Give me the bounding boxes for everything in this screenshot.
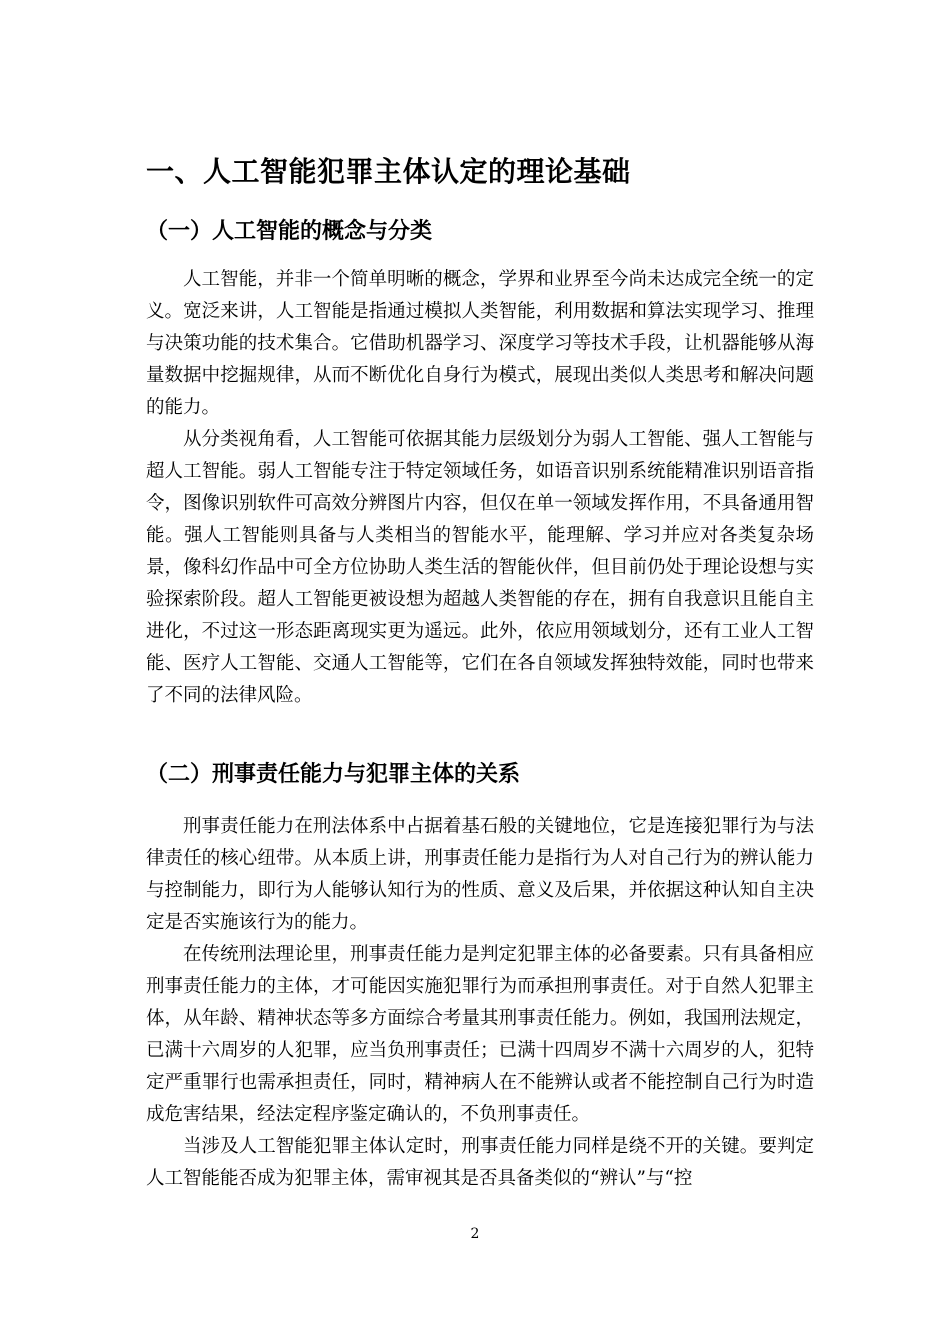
document-page	[146, 0, 814, 1344]
chapter-heading: 一、人工智能犯罪主体认定的理论基础	[146, 155, 631, 188]
paragraph: 在传统刑法理论里，刑事责任能力是判定犯罪主体的必备要素。只有具备相应刑事责任能力的主体，才可能因实施犯罪行为而承担刑事责任。对于自然人犯罪主体，从年龄、精神状态等多方面综合考量其刑事责任能力。例如，我国刑法规定，已满十六周岁的人犯罪，应当负刑事责任；已满十四周岁不满十六周岁的人，犯特定严重罪行也需承担责任，同时，精神病人在不能辨认或者不能控制自己行为时造成危害结果，经法定程序鉴定确认的，不负刑事责任。	[146, 944, 814, 1125]
paragraph: 当涉及人工智能犯罪主体认定时，刑事责任能力同样是绕不开的关键。要判定人工智能能否成为犯罪主体，需审视其是否具备类似的“辨认”与“控	[146, 1136, 814, 1189]
paragraph: 刑事责任能力在刑法体系中占据着基石般的关键地位，它是连接犯罪行为与法律责任的核心纽带。从本质上讲，刑事责任能力是指行为人对自己行为的辨认能力与控制能力，即行为人能够认知行为的性质、意义及后果，并依据这种认知自主决定是否实施该行为的能力。	[146, 816, 814, 933]
section-heading-criminal-responsibility: （二）刑事责任能力与犯罪主体的关系	[146, 762, 521, 787]
paragraph: 人工智能，并非一个简单明晰的概念，学界和业界至今尚未达成完全统一的定义。宽泛来讲，人工智能是指通过模拟人类智能，利用数据和算法实现学习、推理与决策功能的技术集合。它借助机器学习、深度学习等技术手段，让机器能够从海量数据中挖掘规律，从而不断优化自身行为模式，展现出类似人类思考和解决问题的能力。	[146, 269, 814, 418]
section-body-concept-classification	[146, 264, 814, 712]
section-body-criminal-responsibility	[146, 811, 814, 1195]
section-heading-concept-classification: （一）人工智能的概念与分类	[146, 219, 433, 244]
page-number: 2	[470, 1226, 480, 1242]
paragraph: 从分类视角看，人工智能可依据其能力层级划分为弱人工智能、强人工智能与超人工智能。弱人工智能专注于特定领域任务，如语音识别系统能精准识别语音指令，图像识别软件可高效分辨图片内容，但仅在单一领域发挥作用，不具备通用智能。强人工智能则具备与人类相当的智能水平，能理解、学习并应对各类复杂场景，像科幻作品中可全方位协助人类生活的智能伙伴，但目前仍处于理论设想与实验探索阶段。超人工智能更被设想为超越人类智能的存在，拥有自我意识且能自主进化，不过这一形态距离现实更为遥远。此外，依应用领域划分，还有工业人工智能、医疗人工智能、交通人工智能等，它们在各自领域发挥独特效能，同时也带来了不同的法律风险。	[146, 429, 814, 706]
